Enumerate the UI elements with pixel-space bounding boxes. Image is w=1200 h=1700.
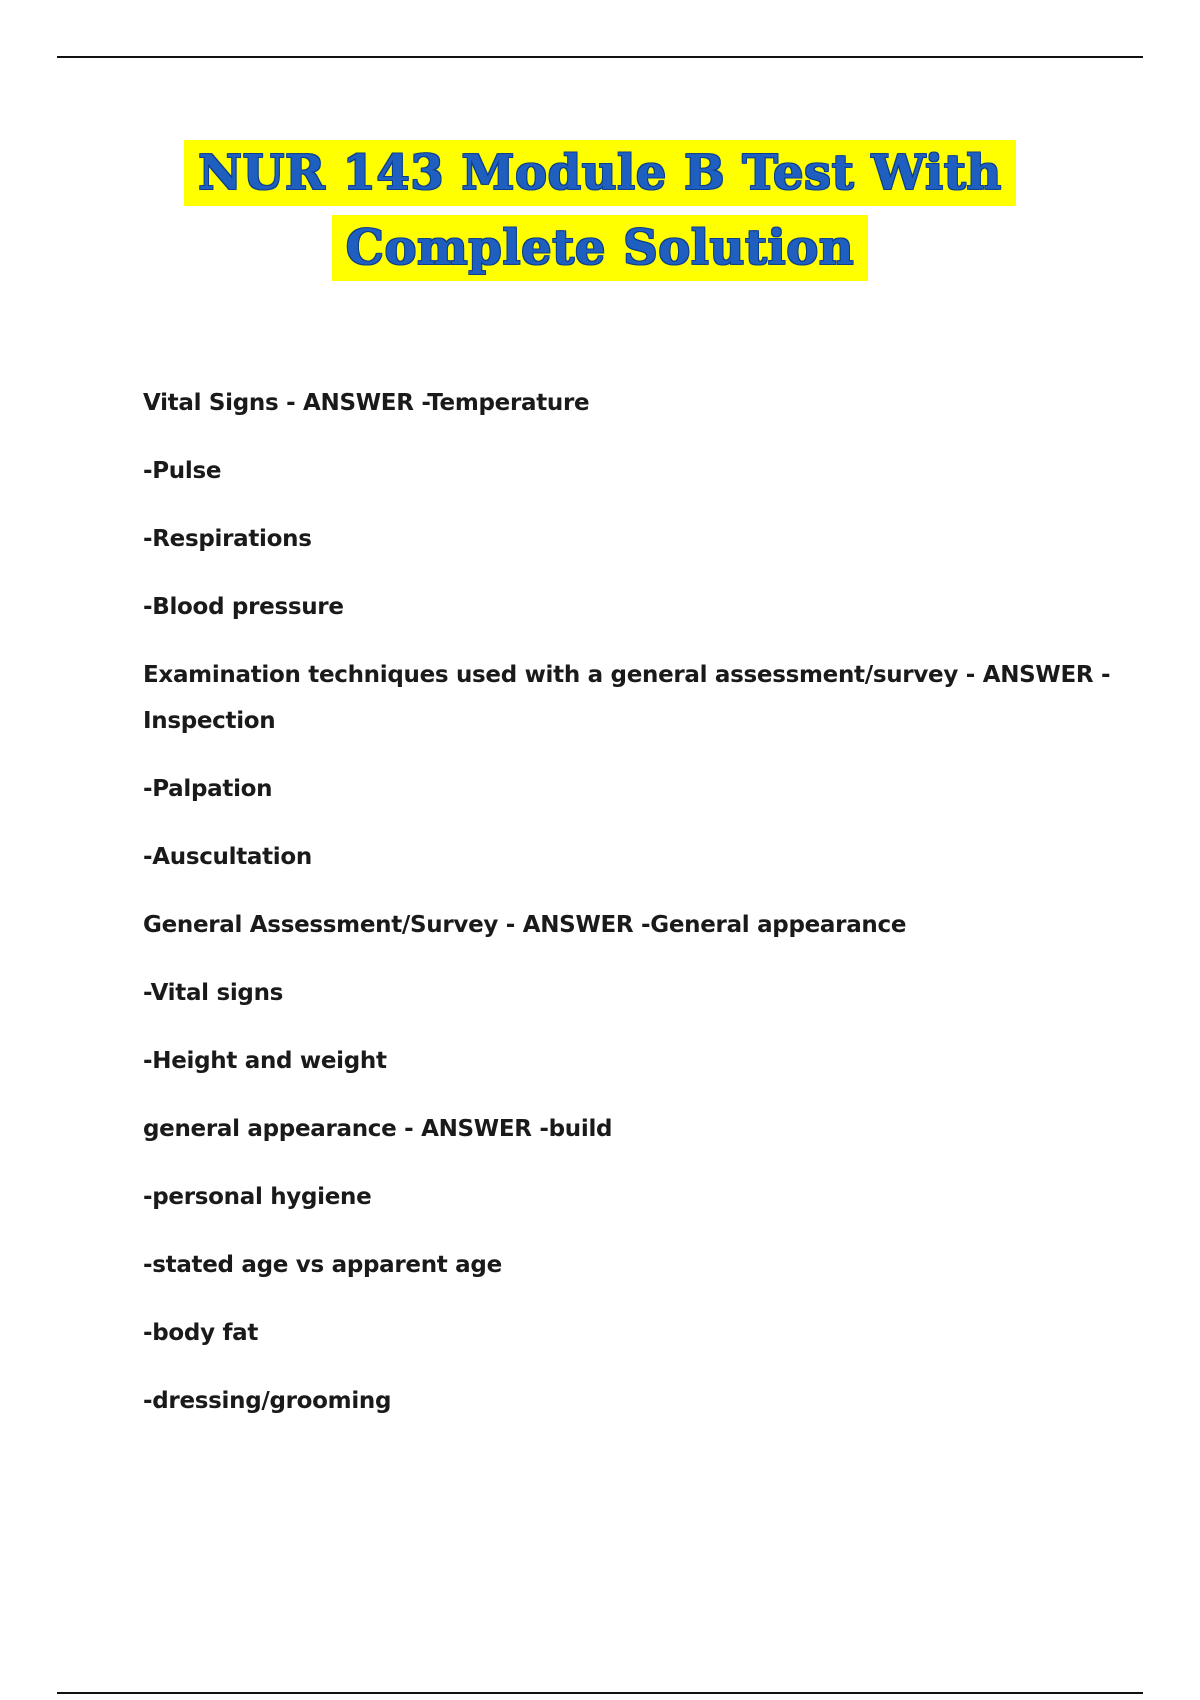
paragraph-body-fat: -body fat	[143, 1320, 259, 1346]
paragraph-vital-signs-item: -Vital signs	[143, 980, 284, 1006]
paragraph-stated-age: -stated age vs apparent age	[143, 1252, 502, 1278]
paragraph-height-weight: -Height and weight	[143, 1048, 387, 1074]
paragraph-palpation: -Palpation	[143, 776, 273, 802]
title-line-2: Complete Solution	[0, 215, 1200, 281]
paragraph-pulse: -Pulse	[143, 458, 222, 484]
paragraph-personal-hygiene: -personal hygiene	[143, 1184, 372, 1210]
paragraph-respirations: -Respirations	[143, 526, 312, 552]
paragraph-vital-signs: Vital Signs - ANSWER -Temperature	[143, 390, 590, 416]
paragraph-dressing-grooming: -dressing/grooming	[143, 1388, 392, 1414]
document-body	[143, 380, 1143, 1446]
paragraph-general-assessment: General Assessment/Survey - ANSWER -General appearance	[143, 912, 907, 938]
bottom-rule	[57, 1692, 1143, 1694]
paragraph-examination-techniques: Examination techniques used with a general assessment/survey - ANSWER -Inspection	[143, 662, 1111, 734]
paragraph-blood-pressure: -Blood pressure	[143, 594, 344, 620]
top-rule	[57, 56, 1143, 58]
paragraph-general-appearance: general appearance - ANSWER -build	[143, 1116, 613, 1142]
document-title	[0, 140, 1200, 281]
paragraph-auscultation: -Auscultation	[143, 844, 312, 870]
title-line-1: NUR 143 Module B Test With	[0, 140, 1200, 206]
